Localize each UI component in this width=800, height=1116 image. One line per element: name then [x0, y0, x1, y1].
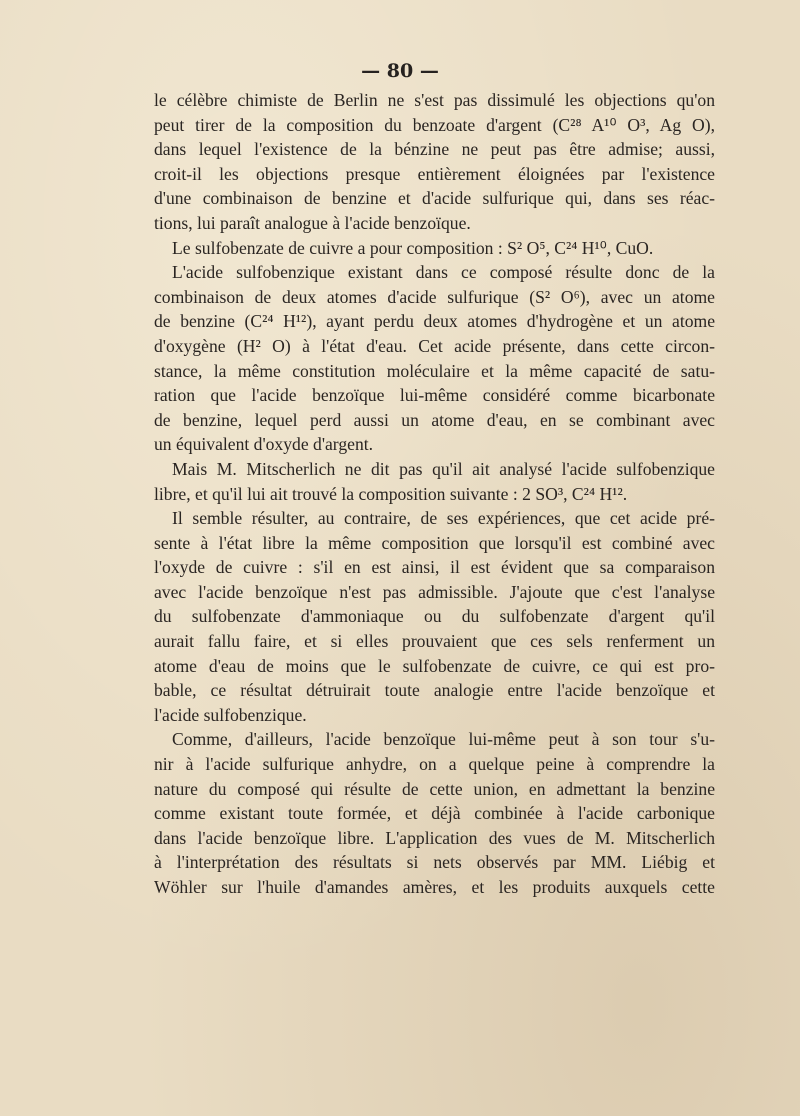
text-line: comme existant toute formée, et déjà combinée à l'acide carbonique — [154, 803, 715, 824]
text-line: bable, ce résultat détruirait toute analogie entre l'acide benzoïque et — [154, 680, 715, 701]
text-line: atome d'eau de moins que le sulfobenzate de cuivre, ce qui est pro- — [154, 655, 715, 676]
text-line: de benzine (C²⁴ H¹²), ayant perdu deux atomes d'hydrogène et un atome — [154, 311, 715, 332]
page-number: — 80 — — [361, 60, 439, 82]
text-line: combinaison de deux atomes d'acide sulfurique (S² O⁶), avec un atome — [154, 286, 715, 307]
text-line: l'oxyde de cuivre : s'il en est ainsi, il est évident que sa comparaison — [154, 557, 715, 578]
text-line: à l'interprétation des résultats si nets observés par MM. Liébig et — [154, 852, 715, 873]
text-line: aurait fallu faire, et si elles prouvaient que ces sels renferment un — [154, 631, 715, 652]
text-line: de benzine, lequel perd aussi un atome d'eau, en se combinant avec — [154, 409, 715, 430]
text-line: d'une combinaison de benzine et d'acide sulfurique qui, dans ses réac- — [154, 188, 715, 209]
paragraph — [154, 506, 715, 727]
text-line: libre, et qu'il lui ait trouvé la composition suivante : 2 SO³, C²⁴ H¹². — [154, 483, 628, 504]
text-line: l'acide sulfobenzique. — [154, 704, 307, 725]
text-line: du sulfobenzate d'ammoniaque ou du sulfobenzate d'argent qu'il — [154, 606, 715, 627]
text-line: Comme, d'ailleurs, l'acide benzoïque lui-même peut à son tour s'u- — [172, 729, 715, 750]
text-line: L'acide sulfobenzique existant dans ce composé résulte donc de la — [172, 262, 715, 283]
text-line: Le sulfobenzate de cuivre a pour composition : S² O⁵, C²⁴ H¹⁰, CuO. — [172, 237, 654, 258]
text-line: dans lequel l'existence de la bénzine ne peut pas être admise; aussi, — [154, 139, 715, 160]
text-line: d'oxygène (H² O) à l'état d'eau. Cet acide présente, dans cette circon- — [154, 335, 715, 356]
text-line: ration que l'acide benzoïque lui-même considéré comme bicarbonate — [154, 385, 715, 406]
text-line: sente à l'état libre la même composition que lorsqu'il est combiné avec — [154, 532, 715, 553]
text-line: avec l'acide benzoïque n'est pas admissible. J'ajoute que c'est l'analyse — [154, 581, 715, 602]
text-line: nature du composé qui résulte de cette union, en admettant la benzine — [154, 778, 715, 799]
text-line: Il semble résulter, au contraire, de ses expériences, que cet acide pré- — [172, 508, 715, 529]
text-line: Mais M. Mitscherlich ne dit pas qu'il ait analysé l'acide sulfobenzique — [172, 458, 715, 479]
text-line: stance, la même constitution moléculaire et la même capacité de satu- — [154, 360, 715, 381]
text-line: tions, lui paraît analogue à l'acide benzoïque. — [154, 212, 471, 233]
text-line: nir à l'acide sulfurique anhydre, on a quelque peine à comprendre la — [154, 754, 715, 775]
paragraph — [154, 727, 715, 899]
body-text — [154, 88, 715, 900]
text-line: le célèbre chimiste de Berlin ne s'est pas dissimulé les objections qu'on — [154, 90, 715, 110]
paragraph — [154, 88, 715, 236]
text-line: Wöhler sur l'huile d'amandes amères, et les produits auxquels cette — [154, 877, 715, 897]
paragraph — [154, 236, 715, 261]
paragraph — [154, 457, 715, 506]
text-line: peut tirer de la composition du benzoate d'argent (C²⁸ A¹⁰ O³, Ag O), — [154, 114, 715, 135]
text-line: croit-il les objections presque entièrement éloignées par l'existence — [154, 163, 715, 184]
paragraph — [154, 260, 715, 457]
text-line: un équivalent d'oxyde d'argent. — [154, 434, 374, 455]
text-line: dans l'acide benzoïque libre. L'application des vues de M. Mitscherlich — [154, 827, 715, 848]
